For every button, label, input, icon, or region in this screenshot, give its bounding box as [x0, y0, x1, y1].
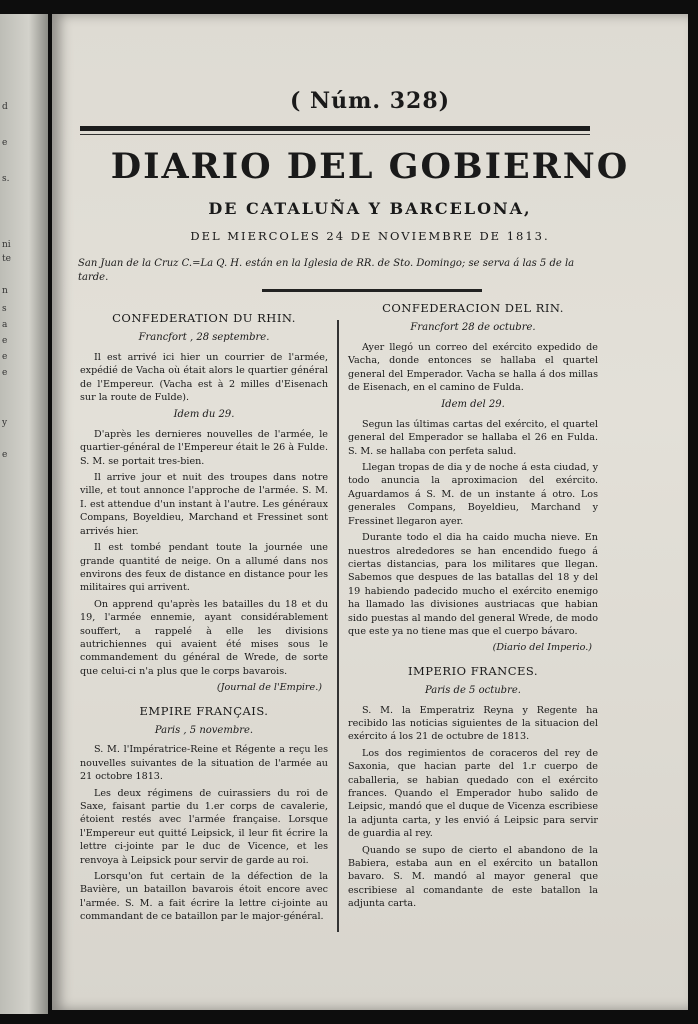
- header-rule: [80, 126, 590, 131]
- section-dateline: Francfort , 28 septembre.: [138, 332, 270, 344]
- masthead-subtitle: DE CATALUÑA Y BARCELONA,: [208, 199, 532, 218]
- margin-fragment: e: [2, 450, 8, 460]
- article-paragraph: On apprend qu'après les batailles du 18 et du 19, l'armée ennemie, ayant considérablement souffert, a rappelé à elle les divisions autrichiennes qui avaient été mises sous le commandement du général de Wrede, de sorte que celui-ci n'a plus que le corps bavarois.: [80, 598, 328, 677]
- margin-fragment: s.: [2, 174, 10, 184]
- header-rule-thin: [80, 134, 590, 135]
- section-dateline: Paris de 5 octubre.: [425, 685, 521, 697]
- article-paragraph: Quando se supo de cierto el abandono de la Babiera, estaba aun en el exército un batallon bavaro. S. M. mandó al mayor general que escribiese al comandante de este batallon la adjunta carta.: [348, 844, 598, 910]
- article-paragraph: Segun las últimas cartas del exército, el quartel general del Emperador se hallaba el 26 en Fulda. S. M. se hallaba con perfeta salud.: [348, 418, 598, 457]
- section-heading: EMPIRE FRANÇAIS.: [139, 703, 269, 718]
- section-heading: CONFEDERATION DU RHIN.: [112, 311, 296, 325]
- margin-fragment: n: [2, 286, 8, 296]
- margin-fragment: y: [2, 418, 8, 428]
- article-paragraph: Durante todo el dia ha caido mucha nieve. En nuestros alrededores se han encendido fuego á ciertas distancias, para los militares que llegan. Sabemos que despues de las batallas del 18 y del 19 habiendo padecido mucho el exército enemigo ha llamado las divisiones austriacas que habian sido puestas al mando del general Wrede, de modo que este ya no tiene mas que el cuerpo bávaro.: [348, 532, 598, 637]
- section-subheading: Idem du 29.: [173, 409, 235, 421]
- margin-fragment: a: [2, 320, 8, 330]
- spanish-column: [348, 292, 598, 914]
- section-dateline: Paris , 5 novembre.: [154, 724, 254, 736]
- article-paragraph: Lorsqu'on fut certain de la défection de la Bavière, un bataillon bavarois étoit encore avec l'armée. S. M. a fait écrire la lettre ci-jointe au commandant de ce bataillon par le major-général.: [80, 871, 328, 923]
- margin-fragment: e: [2, 352, 8, 362]
- article-paragraph: S. M. la Emperatriz Reyna y Regente ha recibido las noticias siguientes de la situacion del exército á los 21 de octubre de 1813.: [348, 704, 598, 743]
- religious-notice: San Juan de la Cruz C.=La Q. H. están en la Iglesia de RR. de Sto. Domingo; se serva á las 5 de la tarde.: [78, 258, 575, 283]
- margin-fragment: e: [2, 368, 8, 378]
- adjacent-page-edge: [0, 14, 48, 1014]
- section-dateline: Francfort 28 de octubre.: [410, 322, 536, 334]
- article-paragraph: Il arrive jour et nuit des troupes dans notre ville, et tout annonce l'approche de l'armée. S. M. I. est attendue d'un instant à l'autre. Les généraux Compans, Boyeldieu, Marchand et Fressinet sont arrivés hier.: [80, 472, 328, 537]
- issue-date: DEL MIERCOLES 24 DE NOVIEMBRE DE 1813.: [190, 229, 550, 243]
- margin-fragment: ni: [2, 240, 11, 250]
- article-source: (Journal de l'Empire.): [216, 682, 322, 694]
- section-subheading: Idem del 29.: [441, 399, 505, 411]
- margin-fragment: s: [2, 304, 7, 314]
- article-paragraph: Il est arrivé ici hier un courrier de l'armée, expédié de Vacha où était alors le quartier général de l'Empereur. (Vacha est à 2 milles d'Eisenach sur la route de Fulde).: [80, 351, 328, 404]
- margin-fragment: e: [2, 336, 8, 346]
- article-paragraph: Llegan tropas de dia y de noche á esta ciudad, y todo anuncia la aproximacion del exército. Aguardamos á S. M. de un instante á otro. Los generales Compans, Boyeldieu, Marchand y Fressinet llegaron ayer.: [348, 462, 598, 527]
- issue-number: ( Núm. 328): [289, 88, 451, 114]
- article-paragraph: D'après les dernieres nouvelles de l'armée, le quartier-général de l'Empereur était le 26 à Fulde. S. M. se portait tres-bien.: [80, 428, 328, 467]
- article-source: (Diario del Imperio.): [492, 642, 592, 654]
- article-paragraph: Los dos regimientos de coraceros del rey de Saxonia, que hacian parte del 1.r cuerpo de caballeria, se habian quedado con el exército frances. Quando el Emperador hubo salido de Leipsic, mandó que el duque de Vicenza escribiese la adjunta carta, y les envió á Leipsic para servir de guardia al rey.: [348, 747, 598, 840]
- margin-fragment: e: [2, 138, 8, 148]
- section-heading: CONFEDERACION DEL RIN.: [382, 301, 564, 315]
- column-divider: [337, 320, 339, 932]
- section-heading: IMPERIO FRANCES.: [407, 663, 539, 678]
- margin-fragment: d: [2, 102, 8, 112]
- french-column: [80, 302, 328, 927]
- article-paragraph: Ayer llegó un correo del exército expedido de Vacha, donde entonces se hallaba el quartel general del Emperador. Vacha se halla á dos millas de Eisenach, en el camino de Fulda.: [348, 341, 598, 394]
- article-paragraph: Il est tombé pendant toute la journée une grande quantité de neige. On a allumé dans nos environs des feux de distance en distance pour les militaires qui arrivent.: [80, 542, 328, 594]
- margin-fragment: te: [2, 254, 11, 264]
- masthead-title: DIARIO DEL GOBIERNO: [110, 146, 630, 187]
- article-paragraph: Les deux régimens de cuirassiers du roi de Saxe, faisant partie du 1.er corps de cavalerie, étoient restés avec l'armée française. Lorsque l'Empereur eut quitté Leipsick, il leur fit écrire la lettre ci-jointe par le duc de Vicence, et les renvoya à Leipsick pour servir de garde au roi.: [80, 787, 328, 866]
- newspaper-page: [52, 14, 688, 1010]
- article-paragraph: S. M. l'Impératrice-Reine et Régente a reçu les nouvelles suivantes de la situation de l'armée au 21 octobre 1813.: [80, 744, 328, 783]
